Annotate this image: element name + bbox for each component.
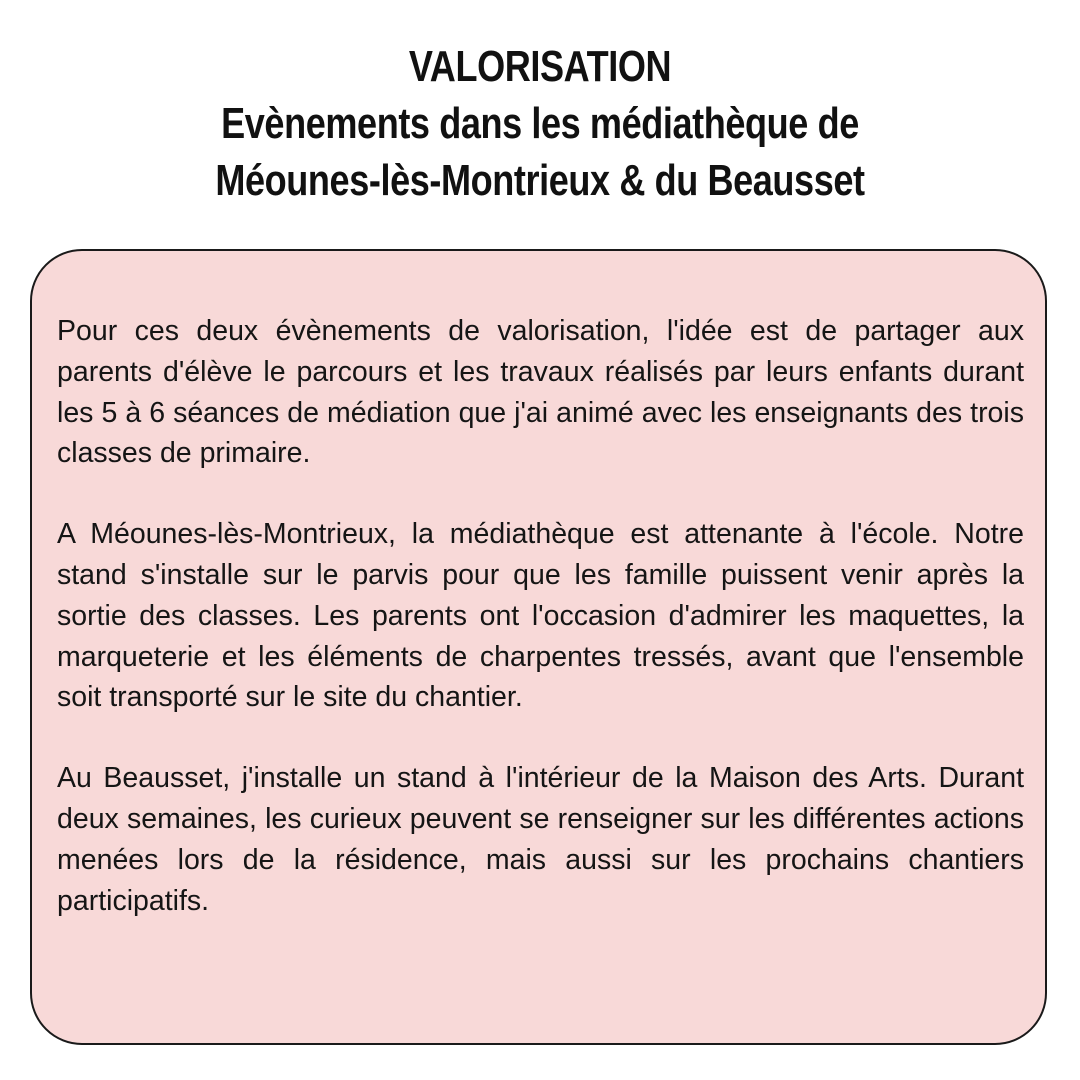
- paragraph-intro: Pour ces deux évènements de valorisation, l'idée est de partager aux parents d'élève le parcours et les travaux réalisés par leurs enfants durant les 5 à 6 séances de médiation que j'ai animé avec les enseignants des trois classes de primaire.: [57, 315, 1024, 470]
- title-line-valorisation: VALORISATION: [408, 42, 672, 91]
- card-body: [57, 311, 1024, 921]
- page-title: [0, 38, 1080, 209]
- paragraph-meounes: A Méounes-lès-Montrieux, la médiathèque est attenante à l'école. Notre stand s'installe sur le parvis pour que les famille puissent venir après la sortie des classes. Les parents ont l'occasion d'admirer les maquettes, la marqueterie et les éléments de charpentes tressés, avant que l'ensemble soit transporté sur le site du chantier.: [57, 518, 1024, 714]
- title-line-evenements: Evènements dans les médiathèque de: [221, 99, 859, 148]
- paragraph-beausset: Au Beausset, j'installe un stand à l'intérieur de la Maison des Arts. Durant deux semaines, les curieux peuvent se renseigner sur les différentes actions menées lors de la résidence, mais aussi sur les prochains chantiers participatifs.: [57, 762, 1024, 917]
- text-card: [30, 249, 1047, 1045]
- title-line-locations: Méounes-lès-Montrieux & du Beausset: [215, 156, 865, 205]
